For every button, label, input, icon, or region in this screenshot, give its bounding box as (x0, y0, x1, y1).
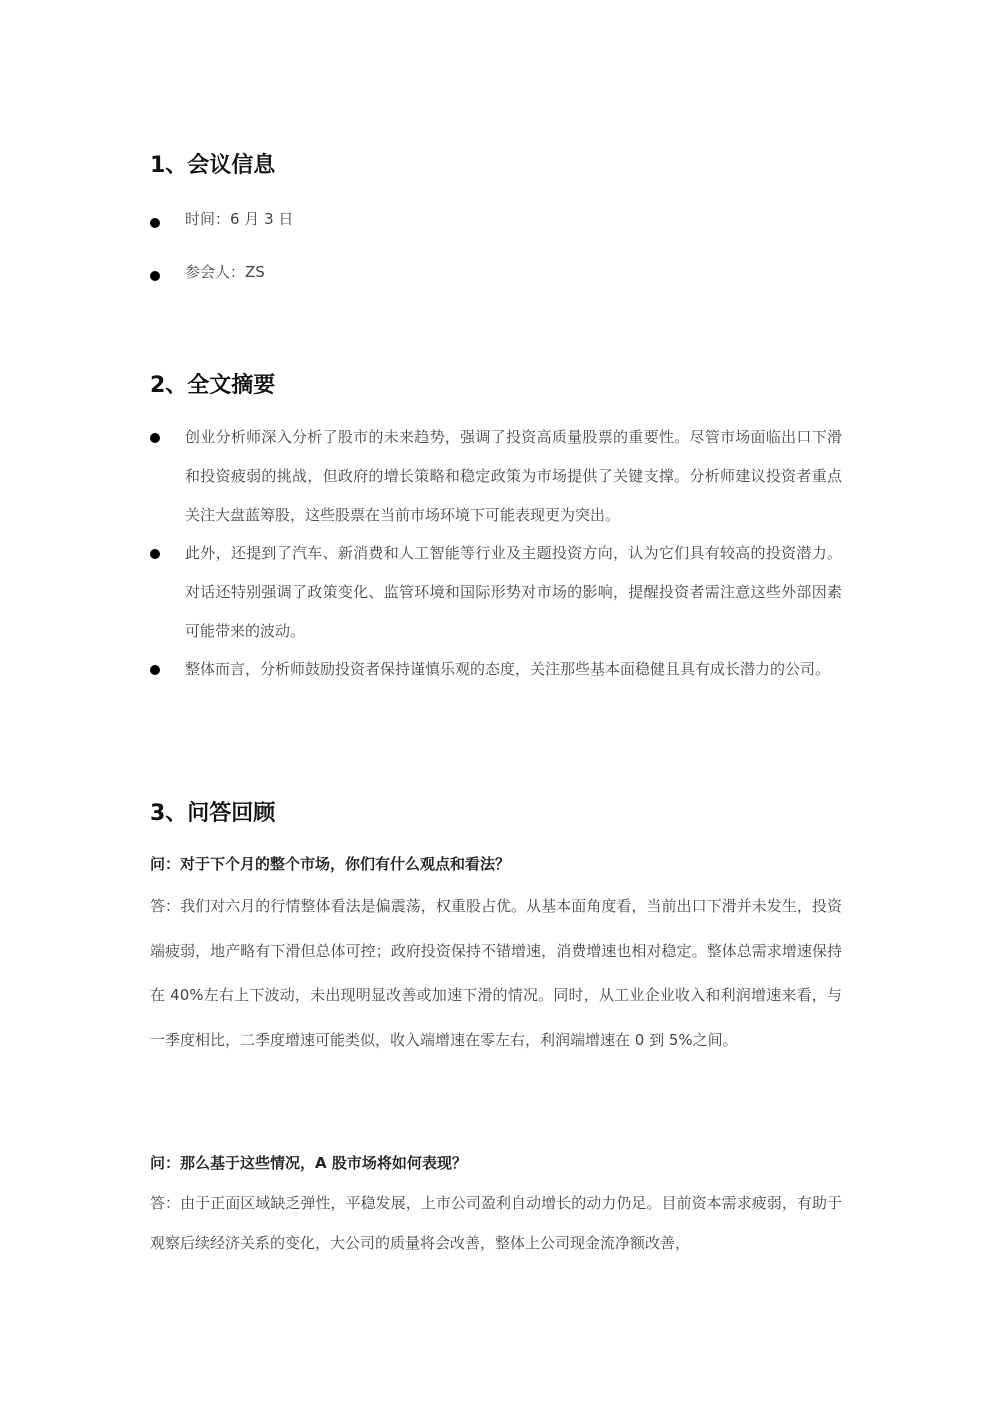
section-heading-qa: 3、问答回顾 (150, 801, 276, 826)
summary-paragraph: 整体而言，分析师鼓励投资者保持谨慎乐观的态度，关注那些基本面稳健且具有成长潜力的公司。 (185, 660, 831, 678)
qa-question: 问：对于下个月的整个市场，你们有什么观点和看法？ (150, 855, 511, 873)
section-heading-summary: 2、全文摘要 (150, 373, 276, 398)
list-item (150, 650, 850, 728)
list-item (150, 208, 850, 238)
summary-paragraph: 创业分析师深入分析了股市的未来趋势，强调了投资高质量股票的重要性。尽管市场面临出口下滑和投资疲弱的挑战，但政府的增长策略和稳定政策为市场提供了关键支撑。分析师建议投资者重点关注大盘蓝筹股，这些股票在当前市场环境下可能表现更为突出。 (185, 428, 842, 524)
list-item (150, 418, 850, 535)
qa-answer: 答：我们对六月的行情整体看法是偏震荡，权重股占优。从基本面角度看，当前出口下滑并未发生，投资端疲弱，地产略有下滑但总体可控；政府投资保持不错增速，消费增速也相对稳定。整体总需求增速保持在 40%左右上下波动，未出现明显改善或加速下滑的情况。同时，从工业企业收入和利润增速来看，与一季度相比，二季度增速可能类似，收入端增速在零左右，利润端增速在 0 到 5%之间。 (150, 897, 842, 1049)
summary-paragraph: 此外，还提到了汽车、新消费和人工智能等行业及主题投资方向，认为它们具有较高的投资潜力。对话还特别强调了政策变化、监管环境和国际形势对市场的影响，提醒投资者需注意这些外部因素可能带来的波动。 (185, 544, 842, 640)
qa-question: 问：那么基于这些情况，A 股市场将如何表现？ (150, 1154, 467, 1172)
bullet-icon (150, 549, 160, 559)
bullet-icon (150, 271, 160, 281)
qa-answer: 答：由于正面区域缺乏弹性，平稳发展，上市公司盈利自动增长的动力仍足。目前资本需求疲弱，有助于观察后续经济关系的变化，大公司的质量将会改善，整体上公司现金流净额改善， (150, 1194, 842, 1252)
list-item (150, 261, 850, 291)
list-item (150, 534, 850, 651)
meeting-time: 时间：6 月 3 日 (185, 210, 294, 228)
section-heading-meeting-info: 1、会议信息 (150, 153, 276, 178)
bullet-icon (150, 665, 160, 675)
meeting-attendees: 参会人：ZS (185, 263, 265, 281)
bullet-icon (150, 433, 160, 443)
bullet-icon (150, 218, 160, 228)
